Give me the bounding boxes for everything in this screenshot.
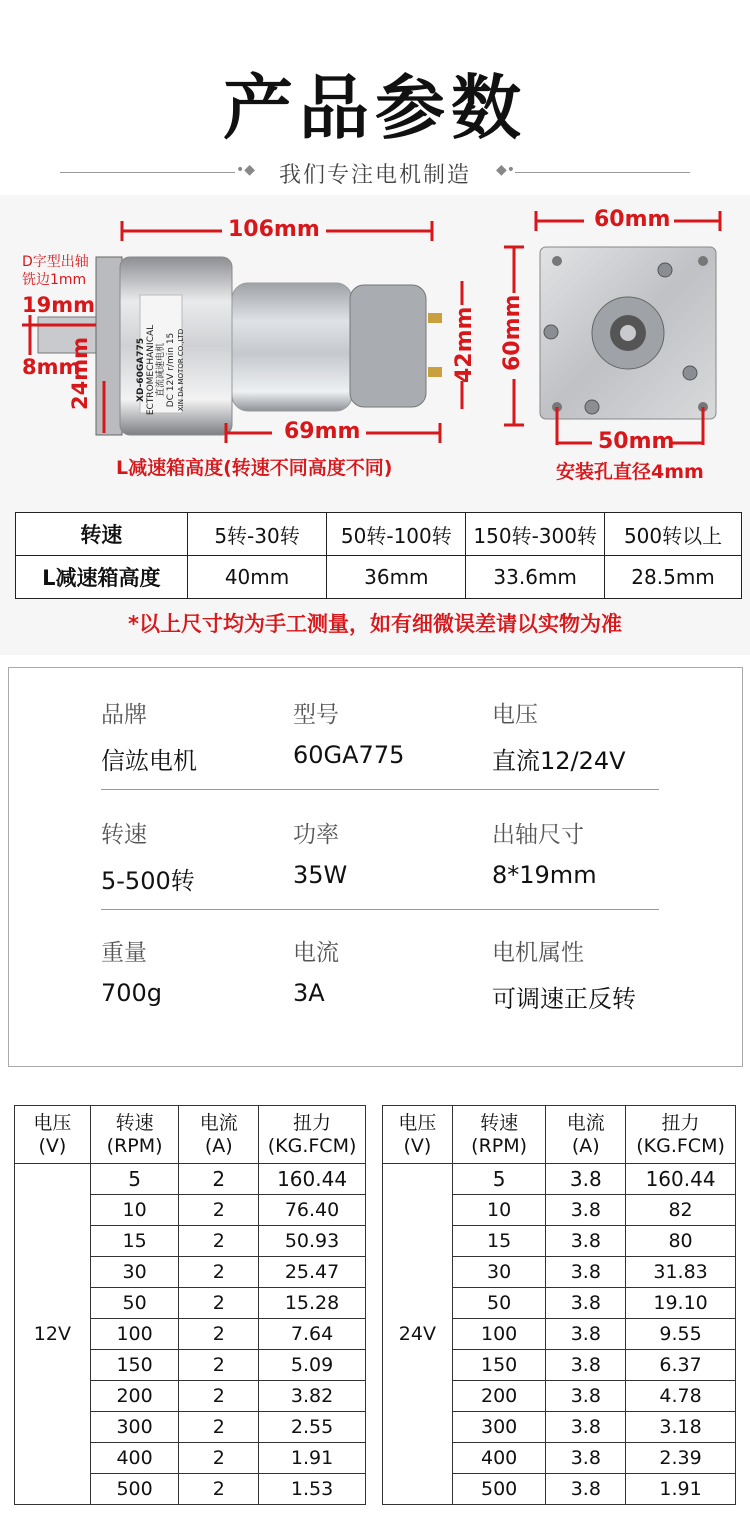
speed-cell: 300	[90, 1412, 179, 1443]
current-cell: 3.8	[546, 1288, 626, 1319]
motor-brand-en-print: ECTROMECHANICAL	[146, 324, 156, 416]
current-cell: 2	[179, 1164, 259, 1195]
col-header-current	[546, 1106, 626, 1164]
speed-cell: 100	[452, 1319, 546, 1350]
info-label: 型号	[293, 702, 339, 728]
info-value: 可调速正反转	[492, 985, 636, 1013]
speed-cell: 200	[452, 1381, 546, 1412]
face-height-label: 60mm	[500, 294, 525, 371]
table-header-row	[383, 1106, 736, 1164]
torque-cell: 9.55	[626, 1319, 736, 1350]
header-unit: (A)	[571, 1134, 600, 1157]
torque-cell: 4.78	[626, 1381, 736, 1412]
speed-cell: 400	[452, 1443, 546, 1474]
torque-cell: 3.18	[626, 1412, 736, 1443]
terminal-top	[428, 313, 442, 323]
voltage-cell: 24V	[383, 1164, 453, 1505]
speed-cell: 15	[90, 1226, 179, 1257]
info-item-shaft-size	[492, 816, 597, 889]
current-cell: 2	[179, 1474, 259, 1505]
height-cell: 28.5mm	[605, 556, 742, 599]
screw	[683, 366, 697, 380]
divider-dots-right: ◆•	[496, 162, 516, 178]
speed-cell: 150转-300转	[466, 513, 605, 556]
header-text: 电流	[566, 1111, 605, 1134]
screw	[544, 325, 558, 339]
current-cell: 3.8	[546, 1164, 626, 1195]
row-header-height: L减速箱高度	[16, 556, 188, 599]
torque-cell: 5.09	[259, 1350, 366, 1381]
current-cell: 3.8	[546, 1443, 626, 1474]
info-item-speed	[101, 816, 195, 896]
torque-cell: 15.28	[259, 1288, 366, 1319]
header-unit: (V)	[403, 1134, 432, 1157]
current-cell: 3.8	[546, 1319, 626, 1350]
motor-label	[136, 295, 185, 416]
torque-cell: 1.91	[259, 1443, 366, 1474]
screw	[658, 263, 672, 277]
torque-cell: 2.55	[259, 1412, 366, 1443]
info-value: 700g	[101, 979, 163, 1007]
page-header	[0, 0, 750, 200]
face-width-label: 60mm	[594, 207, 671, 232]
header-text: 扭力	[293, 1111, 332, 1134]
torque-cell: 6.37	[626, 1350, 736, 1381]
gearbox-height-label: L减速箱高度(转速不同高度不同)	[116, 457, 393, 479]
info-label: 品牌	[101, 702, 147, 728]
speed-cell: 50	[90, 1288, 179, 1319]
motor-model-print: XD-60GA775	[136, 338, 146, 402]
performance-table-24v	[382, 1105, 736, 1505]
current-cell: 2	[179, 1257, 259, 1288]
header-text: 电流	[199, 1111, 238, 1134]
torque-cell: 25.47	[259, 1257, 366, 1288]
col-header-speed	[90, 1106, 179, 1164]
speed-cell: 500	[452, 1474, 546, 1505]
header-unit: (KG.FCM)	[636, 1134, 725, 1157]
header-unit: (RPM)	[471, 1134, 528, 1157]
info-value: 35W	[293, 861, 348, 889]
info-item-current	[293, 934, 339, 1007]
speed-cell: 500	[90, 1474, 179, 1505]
page-title: 产品参数	[223, 67, 527, 149]
current-cell: 2	[179, 1381, 259, 1412]
header-text: 电压	[398, 1111, 437, 1134]
speed-cell: 100	[90, 1319, 179, 1350]
torque-cell: 1.53	[259, 1474, 366, 1505]
voltage-cell: 12V	[15, 1164, 91, 1505]
shaft-flat-text: 铣边1mm	[22, 272, 87, 288]
speed-cell: 10	[452, 1195, 546, 1226]
motor-diameter-label: 42mm	[452, 306, 477, 383]
motor-can	[232, 283, 352, 411]
current-cell: 3.8	[546, 1350, 626, 1381]
header-text: 转速	[480, 1111, 519, 1134]
torque-cell: 19.10	[626, 1288, 736, 1319]
info-value: 信竑电机	[101, 747, 197, 775]
speed-cell: 300	[452, 1412, 546, 1443]
current-cell: 2	[179, 1288, 259, 1319]
height-cell: 33.6mm	[466, 556, 605, 599]
measurement-note: *以上尺寸均为手工测量，如有细微误差请以实物为准	[128, 612, 622, 636]
info-value: 3A	[293, 979, 325, 1007]
header-text: 电压	[33, 1111, 72, 1134]
info-label: 电流	[293, 940, 339, 966]
info-value: 直流12/24V	[492, 747, 626, 775]
torque-cell: 2.39	[626, 1443, 736, 1474]
info-item-model	[293, 696, 404, 769]
torque-cell: 3.82	[259, 1381, 366, 1412]
speed-cell: 10	[90, 1195, 179, 1226]
info-value: 60GA775	[293, 741, 405, 769]
current-cell: 2	[179, 1226, 259, 1257]
terminal-bottom	[428, 367, 442, 377]
shaft-end	[620, 325, 636, 341]
motor-brand-cn-print: 直流减速电机	[156, 343, 166, 398]
height-cell: 40mm	[187, 556, 327, 599]
flange-thickness-label: 24mm	[68, 337, 92, 410]
speed-cell: 30	[452, 1257, 546, 1288]
shaft-type-label	[22, 253, 89, 289]
torque-cell: 80	[626, 1226, 736, 1257]
torque-cell: 1.91	[626, 1474, 736, 1505]
motor-company-print: XIN DA MOTOR CO.,LTD	[177, 328, 185, 412]
shaft-type-text: D字型出轴	[22, 254, 89, 270]
divider-dots-left: •◆	[236, 162, 256, 178]
col-header-torque	[259, 1106, 366, 1164]
info-label: 重量	[101, 940, 147, 966]
info-label: 功率	[293, 822, 339, 848]
table-row	[16, 556, 742, 599]
current-cell: 2	[179, 1412, 259, 1443]
torque-cell: 31.83	[626, 1257, 736, 1288]
shaft-diameter-label: 8mm	[22, 355, 81, 379]
current-cell: 3.8	[546, 1226, 626, 1257]
current-cell: 2	[179, 1319, 259, 1350]
col-header-current	[179, 1106, 259, 1164]
info-item-brand	[101, 696, 197, 776]
header-text: 转速	[115, 1111, 154, 1134]
shaft-length-label: 19mm	[22, 293, 95, 317]
torque-cell: 82	[626, 1195, 736, 1226]
header-unit: (A)	[204, 1134, 233, 1157]
torque-cell: 160.44	[259, 1164, 366, 1195]
mount-hole	[552, 256, 562, 266]
info-label: 出轴尺寸	[492, 822, 584, 848]
info-label: 转速	[101, 822, 147, 848]
current-cell: 3.8	[546, 1257, 626, 1288]
speed-cell: 5	[90, 1164, 179, 1195]
info-divider	[101, 789, 659, 790]
speed-cell: 30	[90, 1257, 179, 1288]
speed-cell: 500转以上	[605, 513, 742, 556]
screw	[585, 400, 599, 414]
col-header-speed	[452, 1106, 546, 1164]
info-divider	[101, 909, 659, 910]
current-cell: 2	[179, 1195, 259, 1226]
info-value: 5-500转	[101, 867, 195, 895]
current-cell: 3.8	[546, 1412, 626, 1443]
speed-cell: 15	[452, 1226, 546, 1257]
hole-spacing-label: 50mm	[598, 429, 675, 454]
col-header-voltage	[383, 1106, 453, 1164]
table-row	[15, 1164, 366, 1195]
info-value: 8*19mm	[492, 861, 597, 889]
current-cell: 3.8	[546, 1474, 626, 1505]
motor-endcap	[350, 285, 426, 407]
info-label: 电机属性	[492, 940, 584, 966]
current-cell: 2	[179, 1350, 259, 1381]
subtitle-row	[0, 158, 750, 188]
current-cell: 3.8	[546, 1381, 626, 1412]
motor-length-label: 69mm	[284, 419, 361, 444]
col-header-voltage	[15, 1106, 91, 1164]
speed-cell: 50转-100转	[327, 513, 466, 556]
row-header-speed: 转速	[16, 513, 188, 556]
info-item-power	[293, 816, 347, 889]
speed-cell: 150	[90, 1350, 179, 1381]
performance-table-12v	[14, 1105, 366, 1505]
gearbox-height-table	[15, 512, 742, 599]
speed-cell: 150	[452, 1350, 546, 1381]
mount-hole	[698, 256, 708, 266]
info-item-voltage	[492, 696, 626, 776]
torque-cell: 76.40	[259, 1195, 366, 1226]
header-unit: (V)	[38, 1134, 67, 1157]
torque-cell: 160.44	[626, 1164, 736, 1195]
speed-cell: 5	[452, 1164, 546, 1195]
speed-cell: 50	[452, 1288, 546, 1319]
info-label: 电压	[492, 702, 538, 728]
current-cell: 2	[179, 1443, 259, 1474]
length-106-label: 106mm	[228, 217, 320, 242]
table-row	[16, 513, 742, 556]
table-header-row	[15, 1106, 366, 1164]
info-item-motor-feature	[492, 934, 636, 1014]
speed-cell: 400	[90, 1443, 179, 1474]
torque-cell: 50.93	[259, 1226, 366, 1257]
divider-right	[515, 172, 690, 173]
gearbox-flange	[96, 257, 122, 435]
col-header-torque	[626, 1106, 736, 1164]
info-item-weight	[101, 934, 162, 1007]
hole-diameter-label: 安装孔直径4mm	[556, 461, 704, 483]
current-cell: 3.8	[546, 1195, 626, 1226]
height-cell: 36mm	[327, 556, 466, 599]
product-info-box	[8, 667, 743, 1067]
header-unit: (KG.FCM)	[267, 1134, 357, 1157]
header-unit: (RPM)	[106, 1134, 163, 1157]
torque-cell: 7.64	[259, 1319, 366, 1350]
table-row	[383, 1164, 736, 1195]
speed-cell: 200	[90, 1381, 179, 1412]
speed-cell: 5转-30转	[187, 513, 327, 556]
motor-rating-print: DC 12V r/min 15	[166, 332, 176, 408]
page-subtitle: 我们专注电机制造	[278, 163, 471, 188]
header-text: 扭力	[661, 1111, 700, 1134]
